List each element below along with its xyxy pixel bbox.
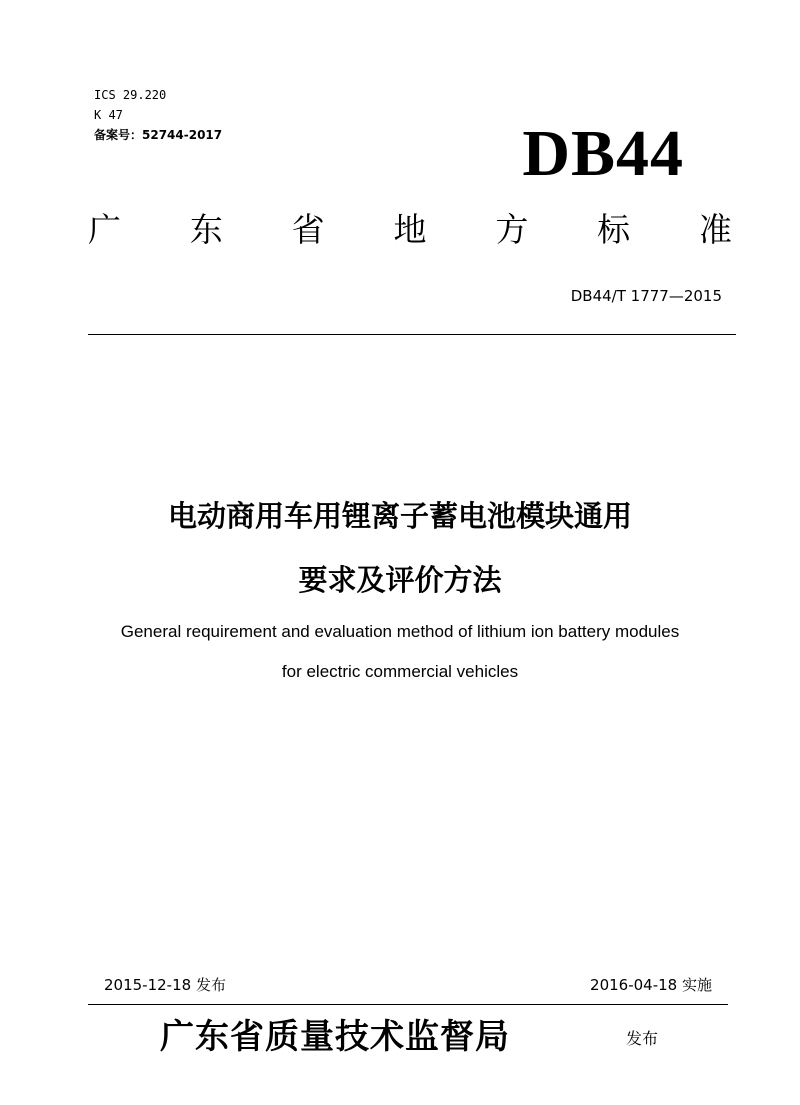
issuing-authority-suffix: 发布	[626, 1029, 659, 1048]
standard-type-char: 省	[291, 210, 325, 249]
standard-type-heading	[88, 208, 732, 252]
standard-type-char: 标	[597, 210, 631, 249]
implementation-date: 2016-04-18 实施	[590, 976, 712, 994]
standard-type-char: 地	[393, 210, 427, 249]
ics-code: ICS 29.220	[94, 88, 167, 102]
title-english-line-1: General requirement and evaluation method of lithium ion battery modules	[120, 622, 680, 641]
standard-type-char: 准	[698, 210, 732, 249]
filing-number: 备案号：52744-2017	[94, 128, 223, 142]
title-english-line-2: for electric commercial vehicles	[281, 662, 519, 681]
issue-date: 2015-12-18 发布	[104, 976, 226, 994]
standard-type-char: 广	[88, 210, 121, 249]
standard-logo: DB44	[522, 117, 684, 190]
title-chinese-line-2: 要求及评价方法	[298, 563, 502, 597]
issuing-authority: 广东省质量技术监督局	[160, 1017, 510, 1057]
standard-number: DB44/T 1777—2015	[570, 287, 722, 305]
top-divider	[88, 334, 736, 335]
bottom-divider	[88, 1004, 728, 1005]
title-chinese-line-1: 电动商用车用锂离子蓄电池模块通用	[167, 499, 632, 533]
classification-code: K 47	[94, 108, 123, 122]
standard-type-char: 东	[189, 210, 223, 249]
standard-type-char: 方	[495, 210, 529, 249]
